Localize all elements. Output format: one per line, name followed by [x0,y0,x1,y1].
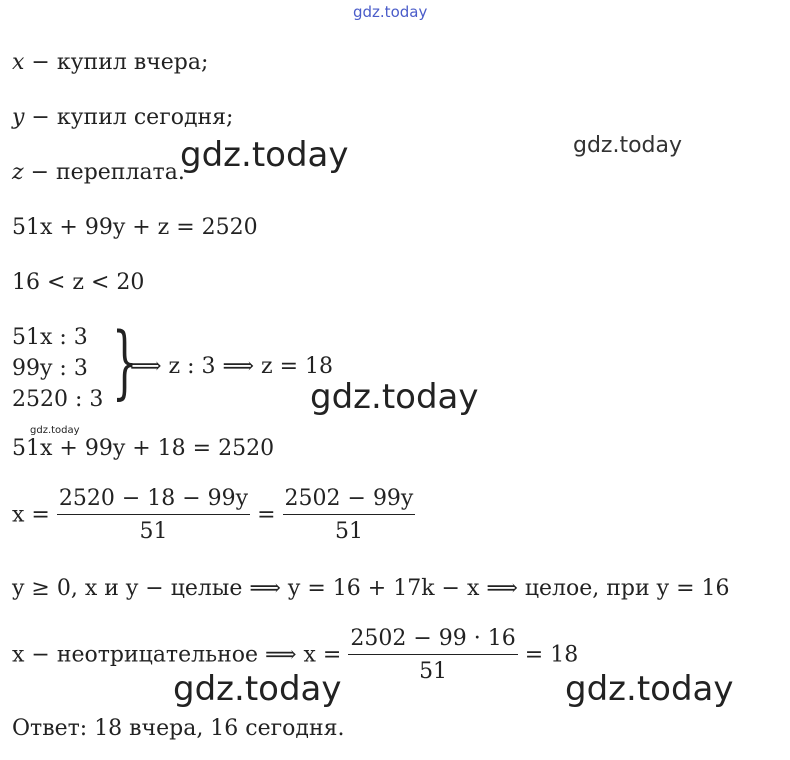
watermark-small: gdz.today [30,425,80,436]
definition-z [12,162,185,184]
fraction-2-numerator: 2502 − 99y [283,488,416,515]
divisibility-system [12,315,334,415]
fraction-1 [57,488,250,543]
equation-substituted: 51x + 99y + 18 = 2520 [12,436,275,461]
fraction-3 [348,628,517,683]
fraction-1-numerator: 2520 − 18 − 99y [57,488,250,515]
fraction-3-numerator: 2502 − 99 · 16 [348,628,517,655]
integer-condition: y ≥ 0, x и y − целые ⟹ y = 16 + 17k − x ⟹ целое, при y = 16 [12,576,730,601]
watermark-right: gdz.today [573,133,683,158]
fraction-2-denominator: 51 [334,519,363,544]
x-equals: x = [12,502,50,528]
fraction-3-denominator: 51 [419,659,448,684]
equation-x-fraction [12,488,415,543]
inequality-z: 16 < z < 20 [12,270,145,295]
definition-y [12,107,233,129]
fraction-2 [283,488,416,543]
system-row-1: 51x : 3 [12,325,88,350]
fraction-1-denominator: 51 [139,519,168,544]
answer: Ответ: 18 вчера, 16 сегодня. [12,716,345,741]
equation-result [12,628,578,683]
result-left: x − неотрицательное ⟹ x = [12,642,342,668]
result-right: = 18 [524,642,579,668]
equation-main: 51x + 99y + z = 2520 [12,215,258,240]
watermark-2: gdz.today [310,377,479,417]
watermark-top: gdz.today [353,3,428,21]
curly-brace-icon: } [112,315,138,408]
definition-x-text: − купил вчера; [24,50,209,75]
variable-z: z [12,160,24,185]
watermark-3: gdz.today [173,669,342,709]
system-row-2: 99y : 3 [12,356,88,381]
system-result: ⟹ z : 3 ⟹ z = 18 [130,354,334,379]
definition-z-text: − переплата. [23,160,185,185]
system-row-3: 2520 : 3 [12,387,104,412]
watermark-1: gdz.today [180,135,349,175]
variable-y: y [12,105,25,130]
watermark-4: gdz.today [565,669,734,709]
equals-sign: = [257,502,276,528]
variable-x: x [12,50,25,75]
system-rows [12,322,103,415]
definition-y-text: − купил сегодня; [24,105,234,130]
definition-x [12,52,208,74]
